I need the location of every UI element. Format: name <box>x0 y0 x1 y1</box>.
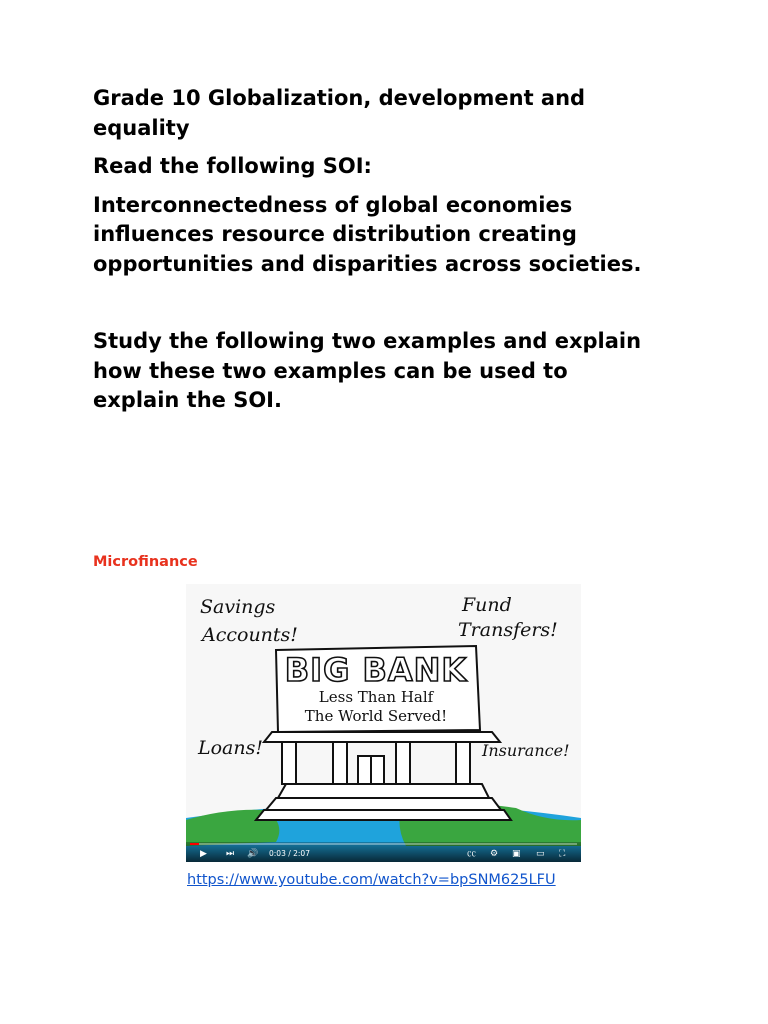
note-fund-2: Transfers! <box>458 619 558 641</box>
example-label: Microfinance <box>93 554 198 570</box>
note-savings-2: Accounts! <box>202 624 298 646</box>
video-time: 0:03 / 2:07 <box>269 849 310 858</box>
play-icon[interactable]: ▶ <box>200 849 207 859</box>
video-embed[interactable] <box>186 584 581 862</box>
settings-icon[interactable]: ⚙ <box>490 849 499 859</box>
volume-icon[interactable]: 🔊 <box>247 849 259 859</box>
video-progress-bar[interactable] <box>190 843 577 845</box>
next-icon[interactable]: ⏭ <box>226 849 235 859</box>
fullscreen-icon[interactable]: ⛶ <box>559 849 566 859</box>
video-frame-drawing <box>186 584 581 862</box>
miniplayer-icon[interactable]: ▣ <box>512 849 521 859</box>
note-loans: Loans! <box>198 737 264 759</box>
video-link[interactable]: https://www.youtube.com/watch?v=bpSNM625LFU <box>187 872 556 888</box>
bank-sign-line1: Less Than Half <box>318 688 434 706</box>
captions-icon[interactable]: ㏄ <box>467 849 477 859</box>
read-heading: Read the following SOI: <box>93 154 372 178</box>
document-title: Grade 10 Globalization, development and equality <box>93 86 586 140</box>
video-progress-fill <box>190 843 199 845</box>
note-savings-1: Savings <box>200 596 276 618</box>
note-fund-1: Fund <box>462 594 512 616</box>
video-controls <box>186 842 581 862</box>
bank-sign-title: BIG BANK <box>284 651 468 689</box>
bank-sign-line2: The World Served! <box>304 707 448 725</box>
theater-icon[interactable]: ▭ <box>536 849 545 859</box>
document-body <box>93 84 653 416</box>
note-insurance: Insurance! <box>482 741 570 760</box>
soi-statement: Interconnectedness of global economies influences resource distribution creating opportunities and disparities across societies. <box>93 192 642 276</box>
task-instructions: Study the following two examples and explain how these two examples can be used to explain the SOI. <box>93 329 642 412</box>
